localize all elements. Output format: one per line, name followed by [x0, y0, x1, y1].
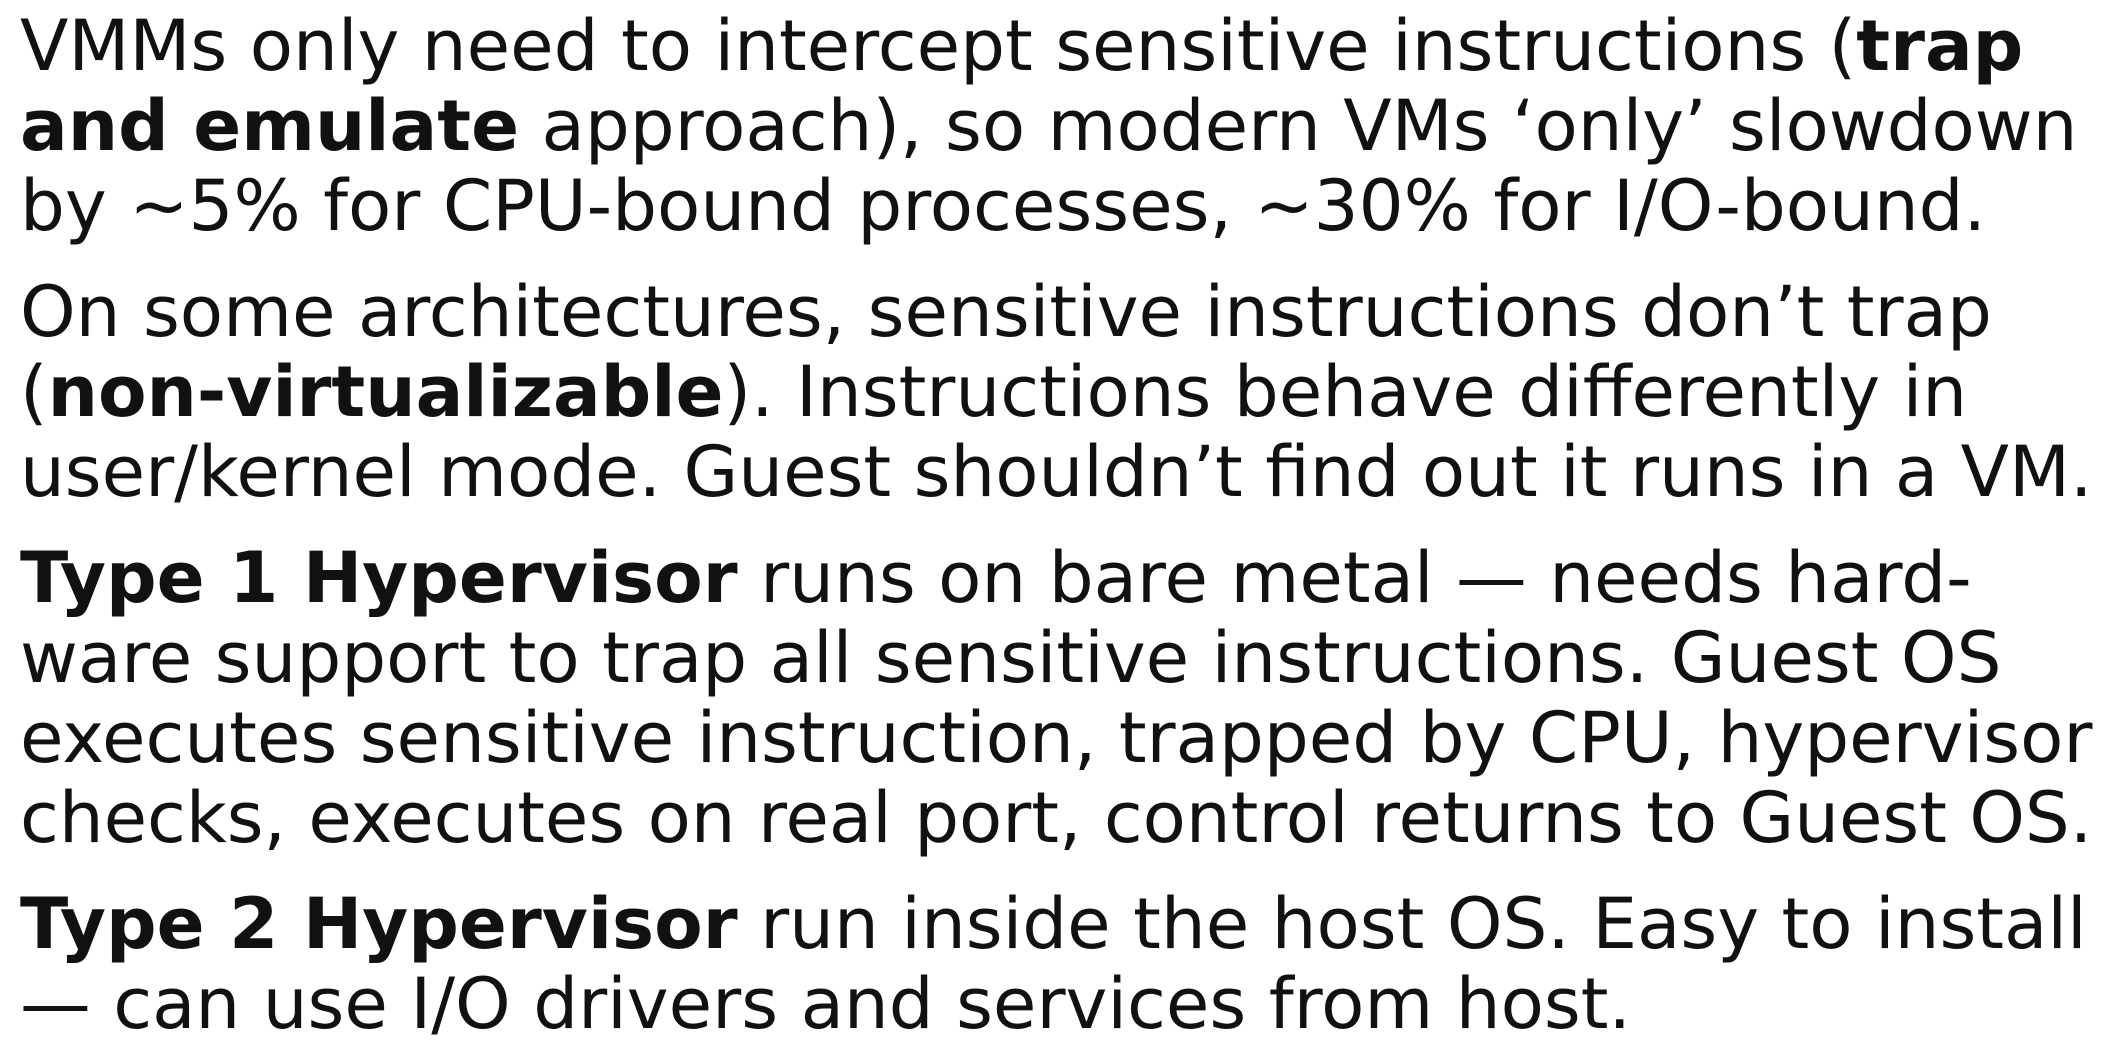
text-line: — can use I/O drivers and services from host. [20, 962, 1631, 1045]
paragraph-trap-and-emulate [20, 0, 2101, 246]
text-line: On some architectures, sensitive instructions don’t trap [20, 270, 1992, 353]
text-line: VMMs only need to intercept sensitive instructions (trap [20, 4, 2024, 87]
text-line: and emulate approach), so modern VMs ‘only’ slowdown [20, 84, 2078, 167]
text-line: executes sensitive instruction, trapped by CPU, hypervisor [20, 696, 2093, 779]
paragraph-non-virtualizable [20, 272, 2101, 512]
text-line: (non-virtualizable). Instructions behave differently in [20, 350, 1968, 433]
text-line: Type 2 Hypervisor run inside the host OS. Easy to install [20, 882, 2087, 965]
text-line: Type 1 Hypervisor runs on bare metal — needs hard- [20, 536, 1972, 619]
text-line: user/kernel mode. Guest shouldn’t find out it runs in a VM. [20, 430, 2093, 513]
paragraph-type-1-hypervisor [20, 538, 2101, 858]
paragraph-type-2-hypervisor [20, 884, 2101, 1044]
text-line: ware support to trap all sensitive instructions. Guest OS [20, 616, 2002, 699]
document-body [20, 0, 2101, 1044]
text-line: checks, executes on real port, control returns to Guest OS. [20, 776, 2093, 859]
text-line: by ~5% for CPU-bound processes, ~30% for I/O-bound. [20, 164, 1987, 247]
